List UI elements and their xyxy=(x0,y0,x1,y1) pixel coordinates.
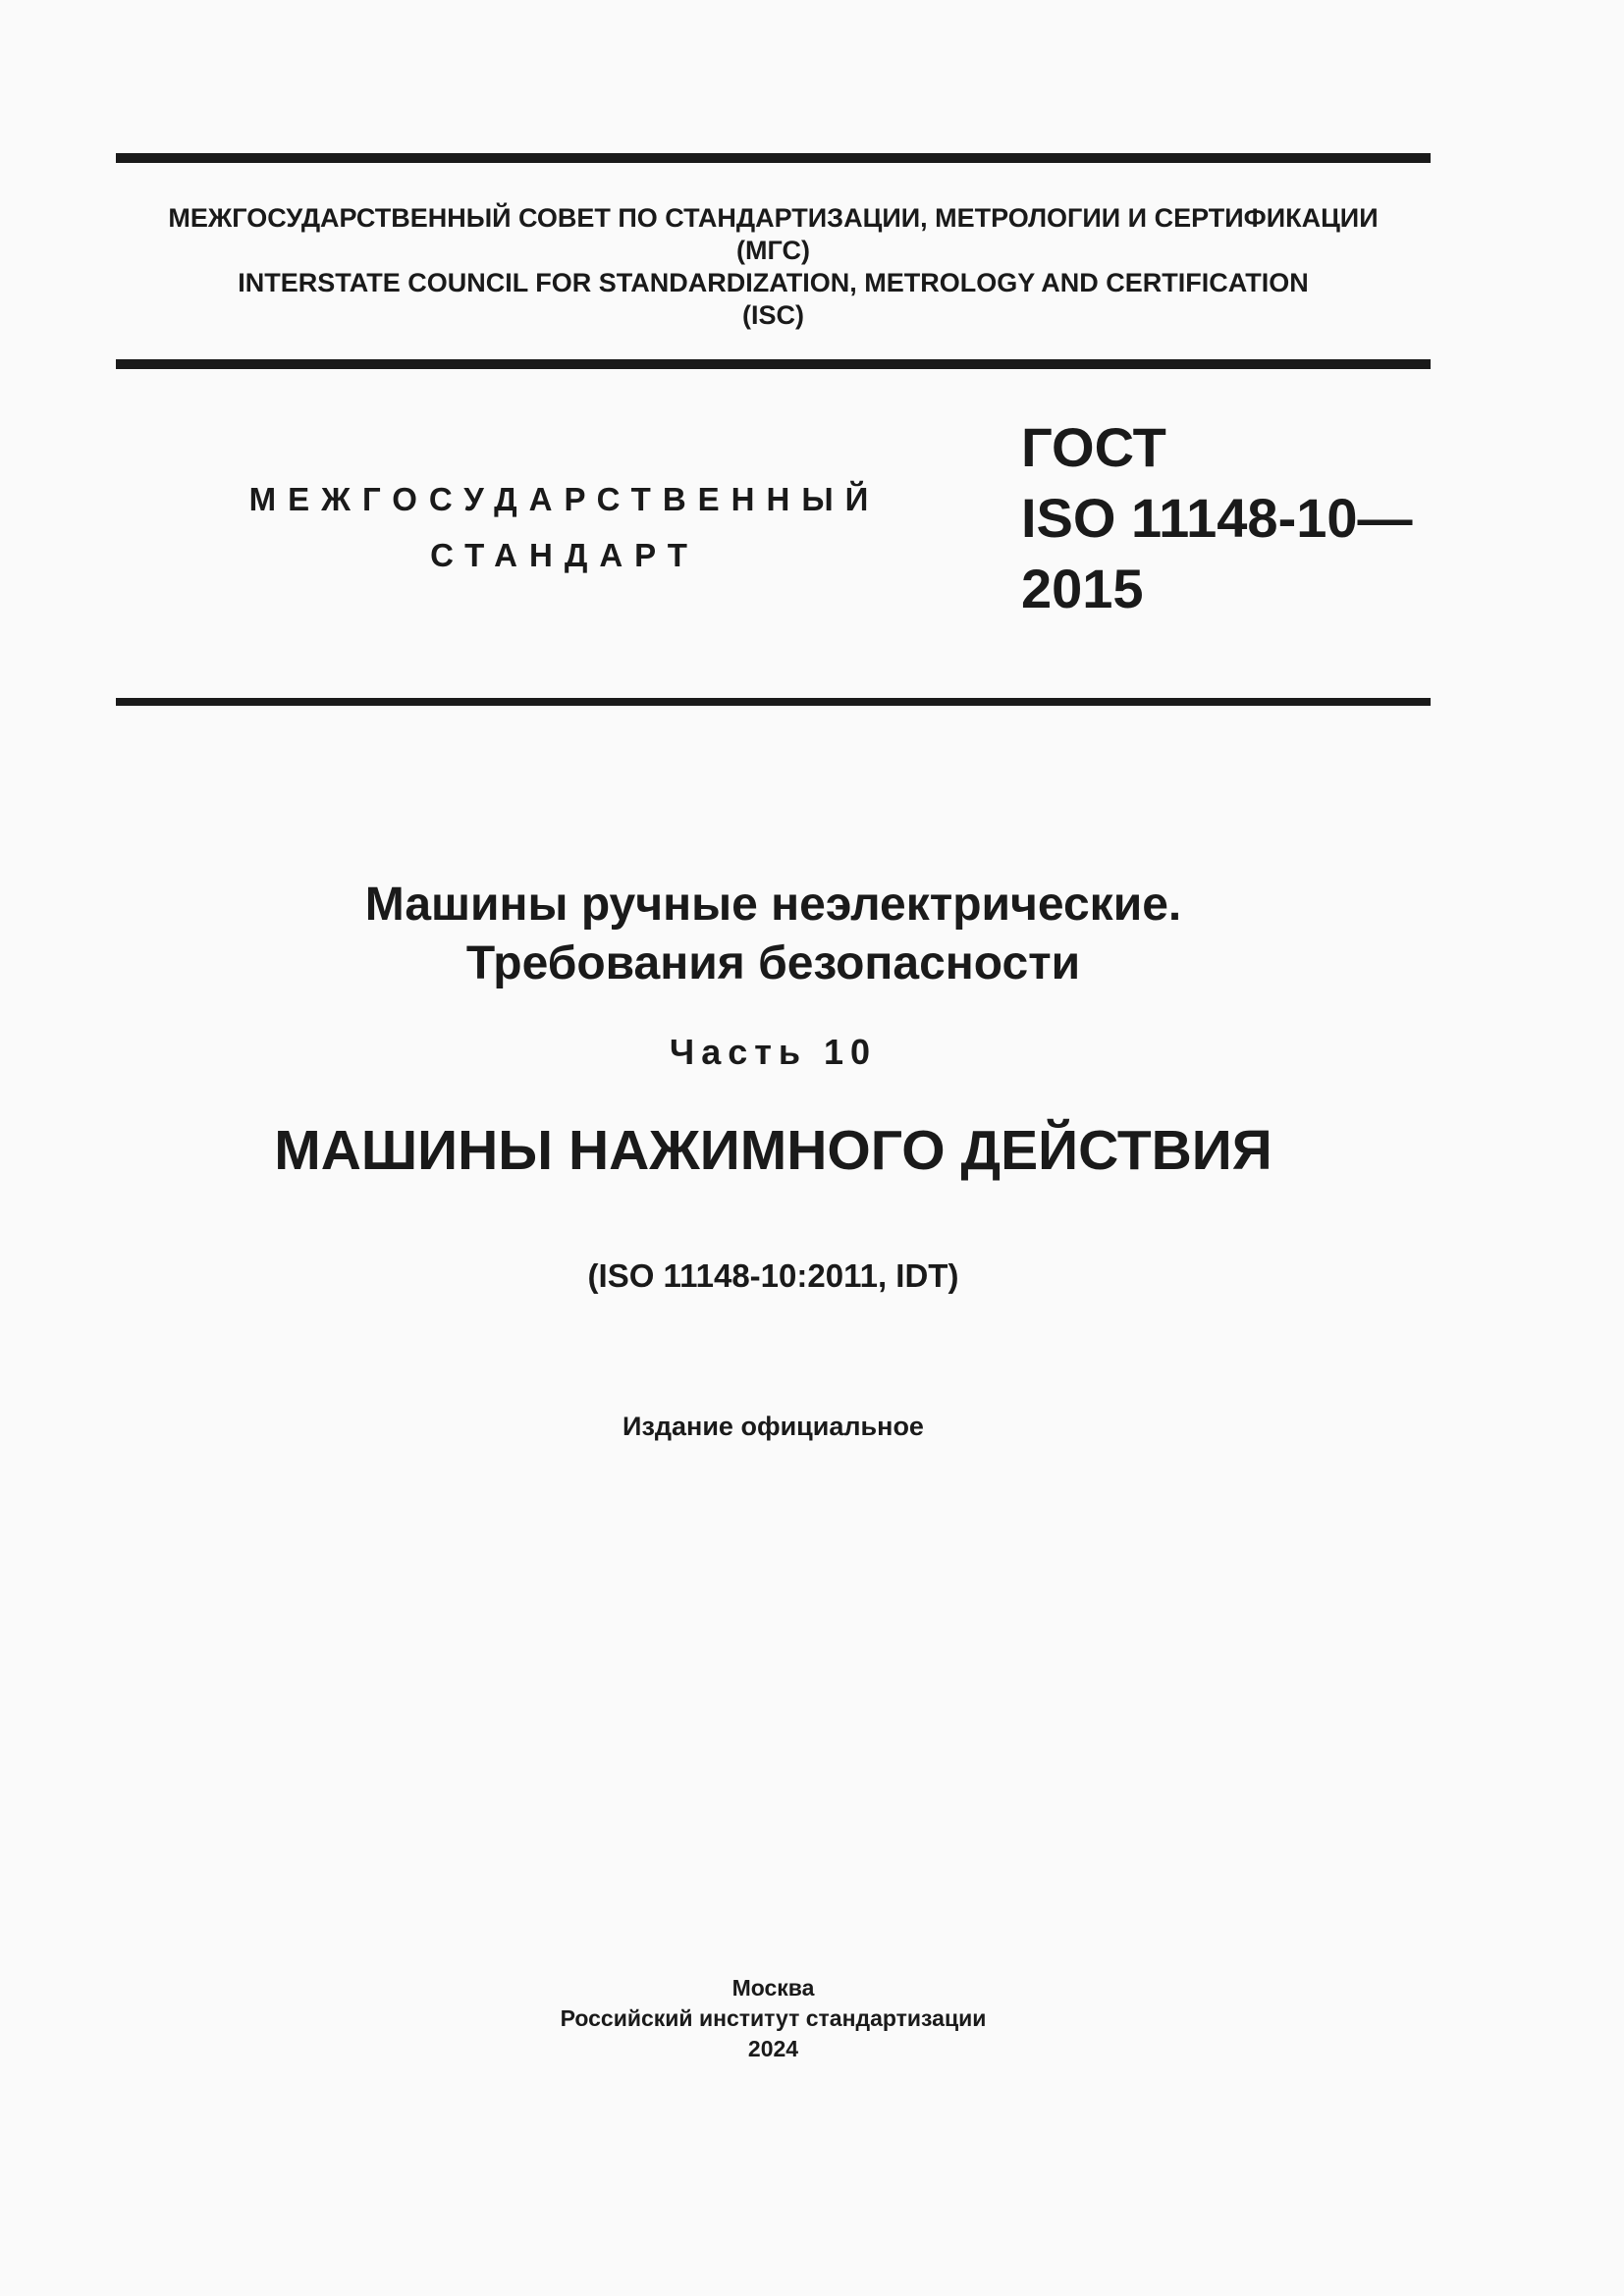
council-name-en: INTERSTATE COUNCIL FOR STANDARDIZATION, METROLOGY AND CERTIFICATION xyxy=(238,268,1309,297)
designation-line3: 2015 xyxy=(1021,558,1144,619)
edition-note: Издание официальное xyxy=(623,1412,924,1441)
imprint-publisher: Российский институт стандартизации xyxy=(560,2005,987,2031)
imprint-year: 2024 xyxy=(747,2036,799,2061)
council-abbr-ru: (МГС) xyxy=(736,236,810,265)
title-line2: Требования безопасности xyxy=(465,937,1081,989)
iso-reference: (ISO 11148-10:2011, IDT) xyxy=(587,1257,959,1294)
designation-line2: ISO 11148-10— xyxy=(1021,487,1413,549)
document-title xyxy=(116,876,1431,993)
part-label: Часть 10 xyxy=(669,1032,878,1072)
council-name-ru: МЕЖГОСУДАРСТВЕННЫЙ СОВЕТ ПО СТАНДАРТИЗАЦИИ, МЕТРОЛОГИИ И СЕРТИФИКАЦИИ xyxy=(168,203,1379,233)
council-abbr-en: (ISC) xyxy=(742,300,804,330)
imprint-city: Москва xyxy=(731,1975,815,2001)
standard-kind-line2: СТАНДАРТ xyxy=(430,537,699,573)
standard-kind-line1: МЕЖГОСУДАРСТВЕННЫЙ xyxy=(248,481,881,517)
standard-kind xyxy=(245,471,884,583)
title-line1: Машины ручные неэлектрические. xyxy=(364,879,1182,931)
top-rule xyxy=(116,153,1431,163)
council-header xyxy=(116,202,1431,332)
part-title: МАШИНЫ НАЖИМНОГО ДЕЙСТВИЯ xyxy=(274,1119,1272,1182)
middle-rule xyxy=(116,359,1431,369)
publisher-imprint xyxy=(116,1973,1431,2064)
standard-designation xyxy=(1021,412,1413,624)
designation-line1: ГОСТ xyxy=(1021,416,1166,478)
bottom-rule xyxy=(116,698,1431,706)
